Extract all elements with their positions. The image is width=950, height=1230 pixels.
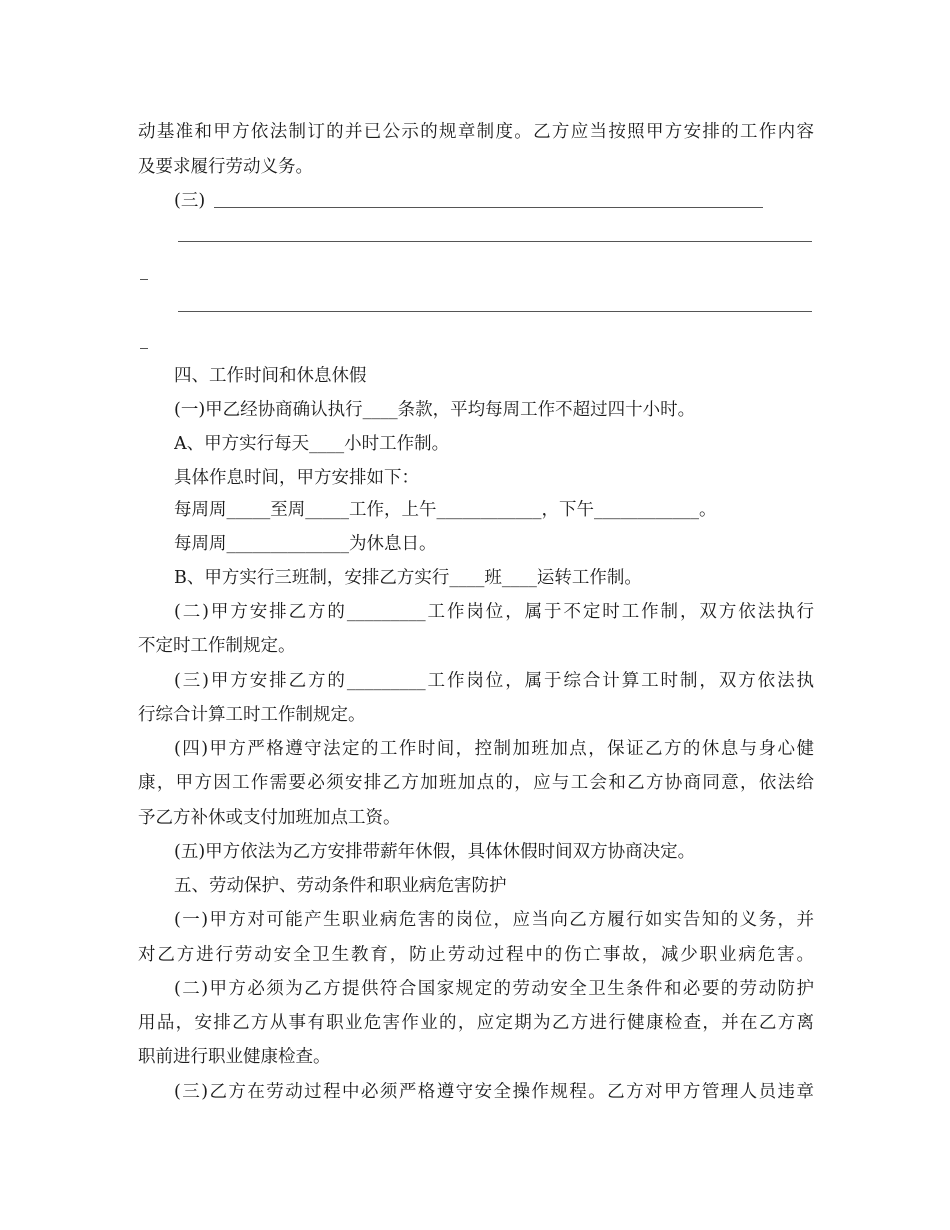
paragraph-line: (三)乙方在劳动过程中必须严格遵守安全操作规程。乙方对甲方管理人员违章 xyxy=(174,1082,814,1102)
paragraph-line: 不定时工作制规定。 xyxy=(138,636,296,656)
blank-fill-line xyxy=(214,207,763,208)
clause-heading: (三) xyxy=(174,191,206,211)
paragraph-line: B、甲方实行三班制，安排乙方实行____班____运转工作制。 xyxy=(174,568,642,588)
blank-fill-line-end xyxy=(140,348,148,349)
paragraph-line: 康，甲方因工作需要必须安排乙方加班加点的，应与工会和乙方协商同意，依法给 xyxy=(138,773,814,793)
paragraph-line: (二)甲方必须为乙方提供符合国家规定的劳动安全卫生条件和必要的劳动防护 xyxy=(174,979,814,999)
paragraph-line: 用品，安排乙方从事有职业危害作业的，应定期为乙方进行健康检查，并在乙方离 xyxy=(138,1013,814,1033)
paragraph-line: 予乙方补休或支付加班加点工资。 xyxy=(138,808,401,828)
paragraph-line: (三)甲方安排乙方的_________工作岗位，属于综合计算工时制，双方依法执 xyxy=(174,671,814,691)
paragraph-line: (四)甲方严格遵守法定的工作时间，控制加班加点，保证乙方的休息与身心健 xyxy=(174,739,814,759)
paragraph-line: (一)甲方对可能产生职业病危害的岗位，应当向乙方履行如实告知的义务，并 xyxy=(174,910,814,930)
paragraph-line: 动基准和甲方依法制订的并已公示的规章制度。乙方应当按照甲方安排的工作内容 xyxy=(138,122,814,142)
paragraph-line: 具体作息时间，甲方安排如下： xyxy=(174,468,419,488)
blank-fill-line xyxy=(178,311,812,312)
paragraph-line: (五)甲方依法为乙方安排带薪年休假，具体休假时间双方协商决定。 xyxy=(174,842,696,862)
paragraph-line: 每周周______________为休息日。 xyxy=(174,534,437,554)
paragraph-line: 对乙方进行劳动安全卫生教育，防止劳动过程中的伤亡事故，减少职业病危害。 xyxy=(138,945,814,965)
blank-fill-line xyxy=(178,241,812,242)
paragraph-line: (一)甲乙经协商确认执行____条款，平均每周工作不超过四十小时。 xyxy=(174,400,696,420)
paragraph-line: (二)甲方安排乙方的_________工作岗位，属于不定时工作制，双方依法执行 xyxy=(174,602,814,622)
blank-fill-line-end xyxy=(140,279,148,280)
paragraph-line: 职前进行职业健康检查。 xyxy=(138,1047,331,1067)
paragraph-line: A、甲方实行每天____小时工作制。 xyxy=(174,434,450,454)
paragraph-line: 每周周_____至周_____工作，上午____________，下午____________。 xyxy=(174,500,717,520)
section-heading: 四、工作时间和休息休假 xyxy=(174,366,367,386)
paragraph-line: 及要求履行劳动义务。 xyxy=(138,157,313,177)
paragraph-line: 行综合计算工时工作制规定。 xyxy=(138,705,366,725)
section-heading: 五、劳动保护、劳动条件和职业病危害防护 xyxy=(174,876,507,896)
